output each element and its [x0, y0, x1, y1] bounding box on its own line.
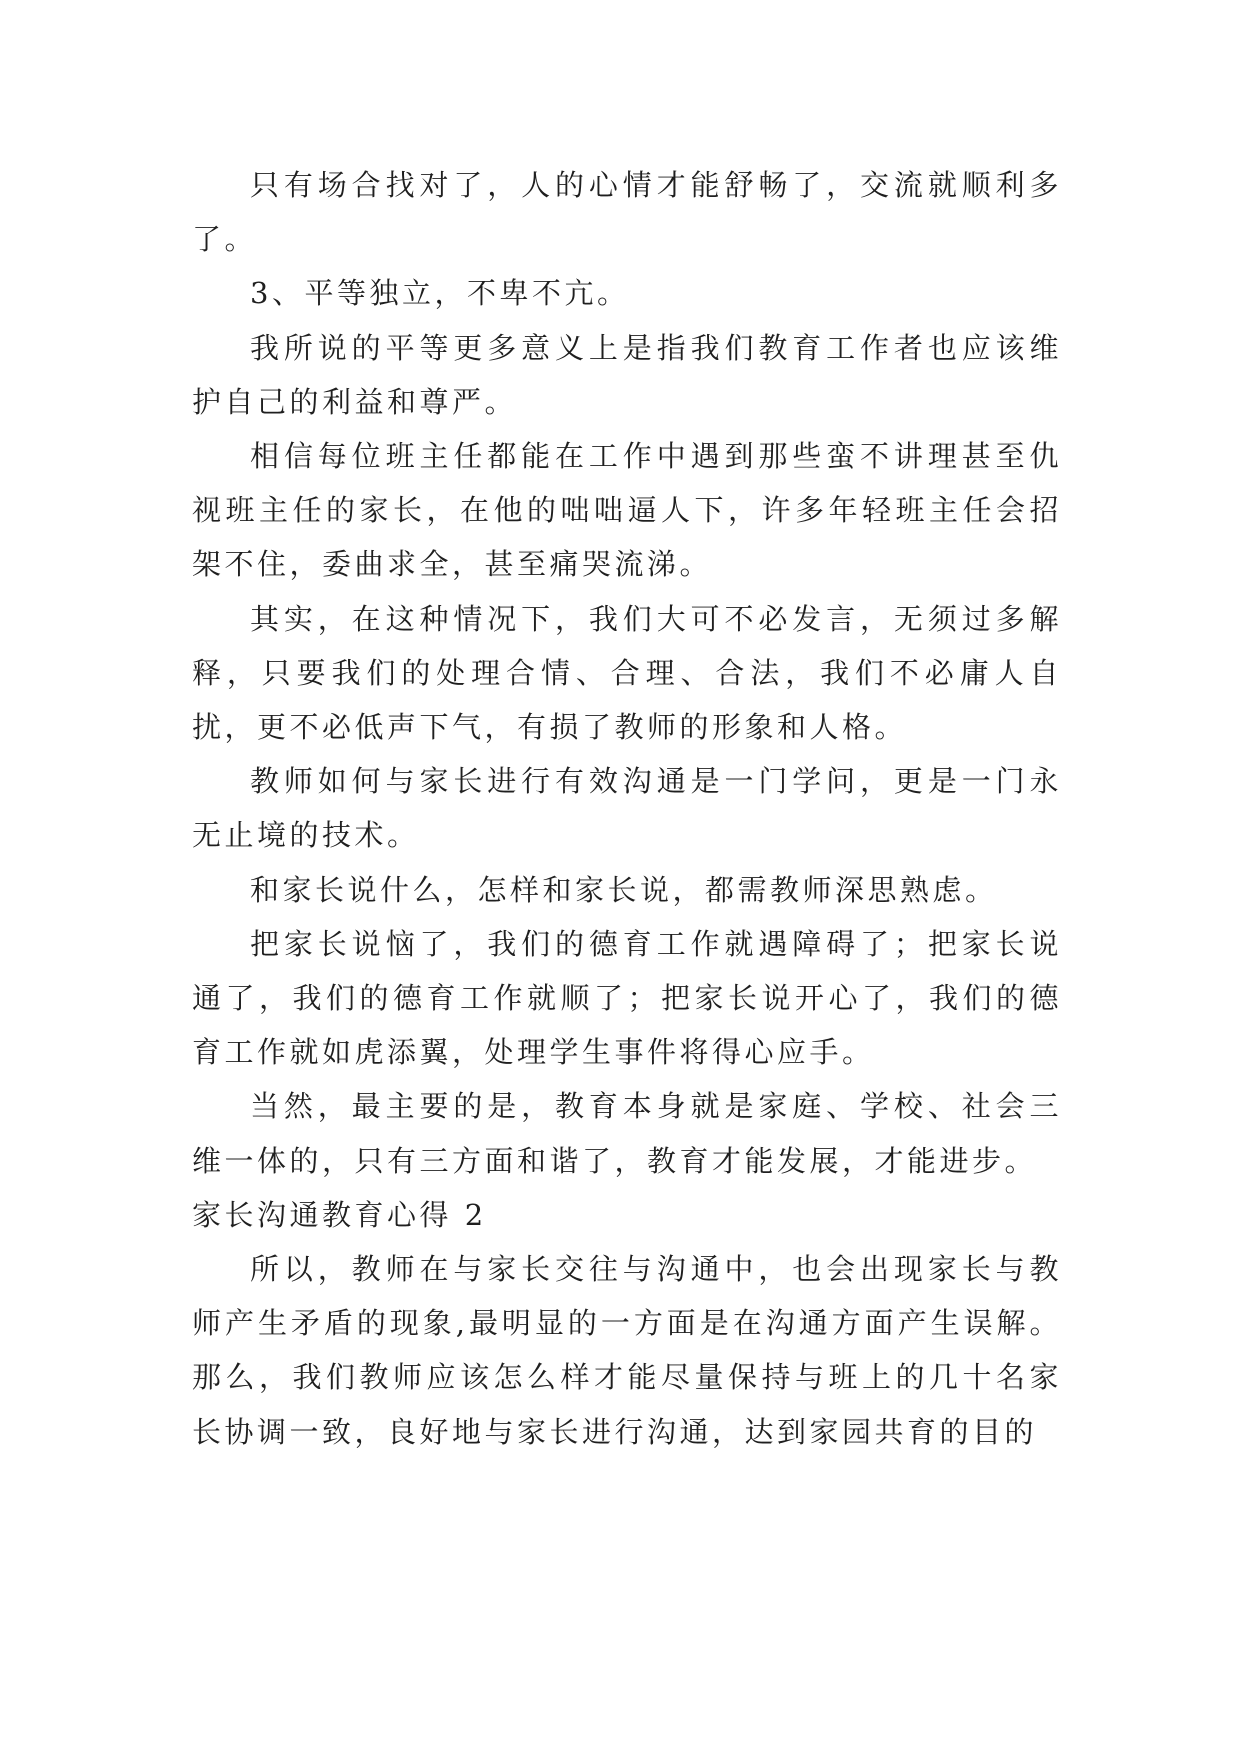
- document-body: [192, 158, 1062, 1459]
- paragraph-three-in-one: 当然，最主要的是，教育本身就是家庭、学校、社会三维一体的，只有三方面和谐了，教育才能发展，才能进步。: [192, 1089, 1062, 1178]
- paragraph-communication-art: 教师如何与家长进行有效沟通是一门学问，更是一门永无止境的技术。: [192, 764, 1062, 853]
- paragraph-unreasonable-parents: 相信每位班主任都能在工作中遇到那些蛮不讲理甚至仇视班主任的家长，在他的咄咄逼人下，许多年轻班主任会招架不住，委曲求全，甚至痛哭流涕。: [192, 439, 1062, 582]
- paragraph-think-carefully: 和家长说什么，怎样和家长说，都需教师深思熟虑。: [250, 872, 998, 907]
- paragraph-no-need-explain: 其实，在这种情况下，我们大可不必发言，无须过多解释，只要我们的处理合情、合理、合法，我们不必庸人自扰，更不必低声下气，有损了教师的形象和人格。: [192, 601, 1062, 745]
- paragraph-venue: 只有场合找对了，人的心情才能舒畅了，交流就顺利多了。: [192, 168, 1062, 257]
- paragraph-misunderstanding: 所以，教师在与家长交往与沟通中，也会出现家长与教师产生矛盾的现象,最明显的一方面是在沟通方面产生误解。那么，我们教师应该怎么样才能尽量保持与班上的几十名家长协调一致，良好地与家长进行沟通，达到家园共育的目的: [192, 1252, 1062, 1449]
- section-heading: 家长沟通教育心得 2: [192, 1197, 487, 1232]
- paragraph-moral-education: 把家长说恼了，我们的德育工作就遇障碍了；把家长说通了，我们的德育工作就顺了；把家长说开心了，我们的德育工作就如虎添翼，处理学生事件将得心应手。: [192, 926, 1062, 1070]
- paragraph-equality: 我所说的平等更多意义上是指我们教育工作者也应该维护自己的利益和尊严。: [192, 330, 1062, 419]
- paragraph-point-3: 3、平等独立，不卑不亢。: [250, 276, 630, 311]
